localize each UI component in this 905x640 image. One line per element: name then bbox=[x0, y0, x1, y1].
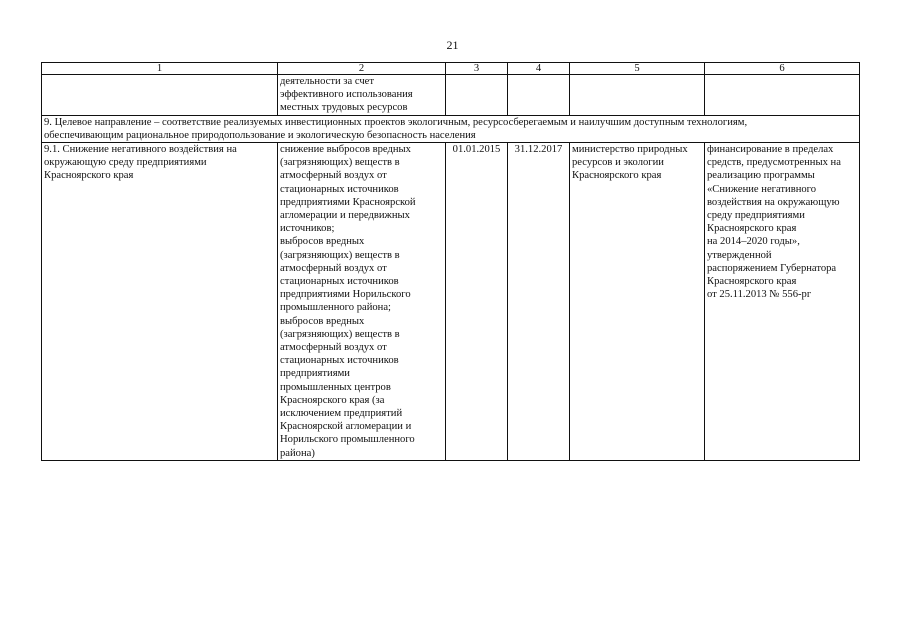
continuation-cell-6 bbox=[705, 75, 860, 116]
responsible-cell: министерство природных ресурсов и экологии Красноярского края bbox=[570, 143, 705, 461]
continuation-cell-4 bbox=[508, 75, 570, 116]
measures-table bbox=[41, 62, 860, 461]
continuation-cell-2: деятельности за счет эффективного использования местных трудовых ресурсов bbox=[278, 75, 446, 116]
column-header-2: 2 bbox=[278, 63, 446, 75]
column-header-6: 6 bbox=[705, 63, 860, 75]
section-heading: 9. Целевое направление – соответствие реализуемых инвестиционных проектов экологичным, ресурсосберегаемым и наилучшим доступным технологиям, обеспечивающим рациональное природопользование и экологическую безопасность населения bbox=[42, 115, 860, 142]
financing-cell: финансирование в пределах средств, предусмотренных на реализацию программы «Снижение негативного воздействия на окружающую среду предприятиями Красноярского края на 2014–2020 годы», утвержденной распоряжением Губернатора Красноярского края от 25.11.2013 № 556-рг bbox=[705, 143, 860, 461]
start-date-cell: 01.01.2015 bbox=[446, 143, 508, 461]
measure-name-cell: 9.1. Снижение негативного воздействия на окружающую среду предприятиями Красноярского края bbox=[42, 143, 278, 461]
continuation-row bbox=[42, 75, 860, 116]
end-date-cell: 31.12.2017 bbox=[508, 143, 570, 461]
column-header-5: 5 bbox=[570, 63, 705, 75]
table-row bbox=[42, 143, 860, 461]
continuation-cell-5 bbox=[570, 75, 705, 116]
column-header-1: 1 bbox=[42, 63, 278, 75]
page-number: 21 bbox=[446, 38, 459, 52]
table-header-row bbox=[42, 63, 860, 75]
column-header-3: 3 bbox=[446, 63, 508, 75]
continuation-cell-1 bbox=[42, 75, 278, 116]
column-header-4: 4 bbox=[508, 63, 570, 75]
continuation-cell-3 bbox=[446, 75, 508, 116]
expected-result-cell: снижение выбросов вредных (загрязняющих) веществ в атмосферный воздух от стационарных источников предприятиями Красноярской агломерации и передвижных источников; выбросов вредных (загрязняющих) веществ в атмосферный воздух от стационарных источников предприятиями Норильского промышленного района; выбросов вредных (загрязняющих) веществ в атмосферный воздух от стационарных источников предприятиями промышленных центров Красноярского края (за исключением предприятий Красноярской агломерации и Норильского промышленного района) bbox=[278, 143, 446, 461]
section-heading-row bbox=[42, 115, 860, 142]
